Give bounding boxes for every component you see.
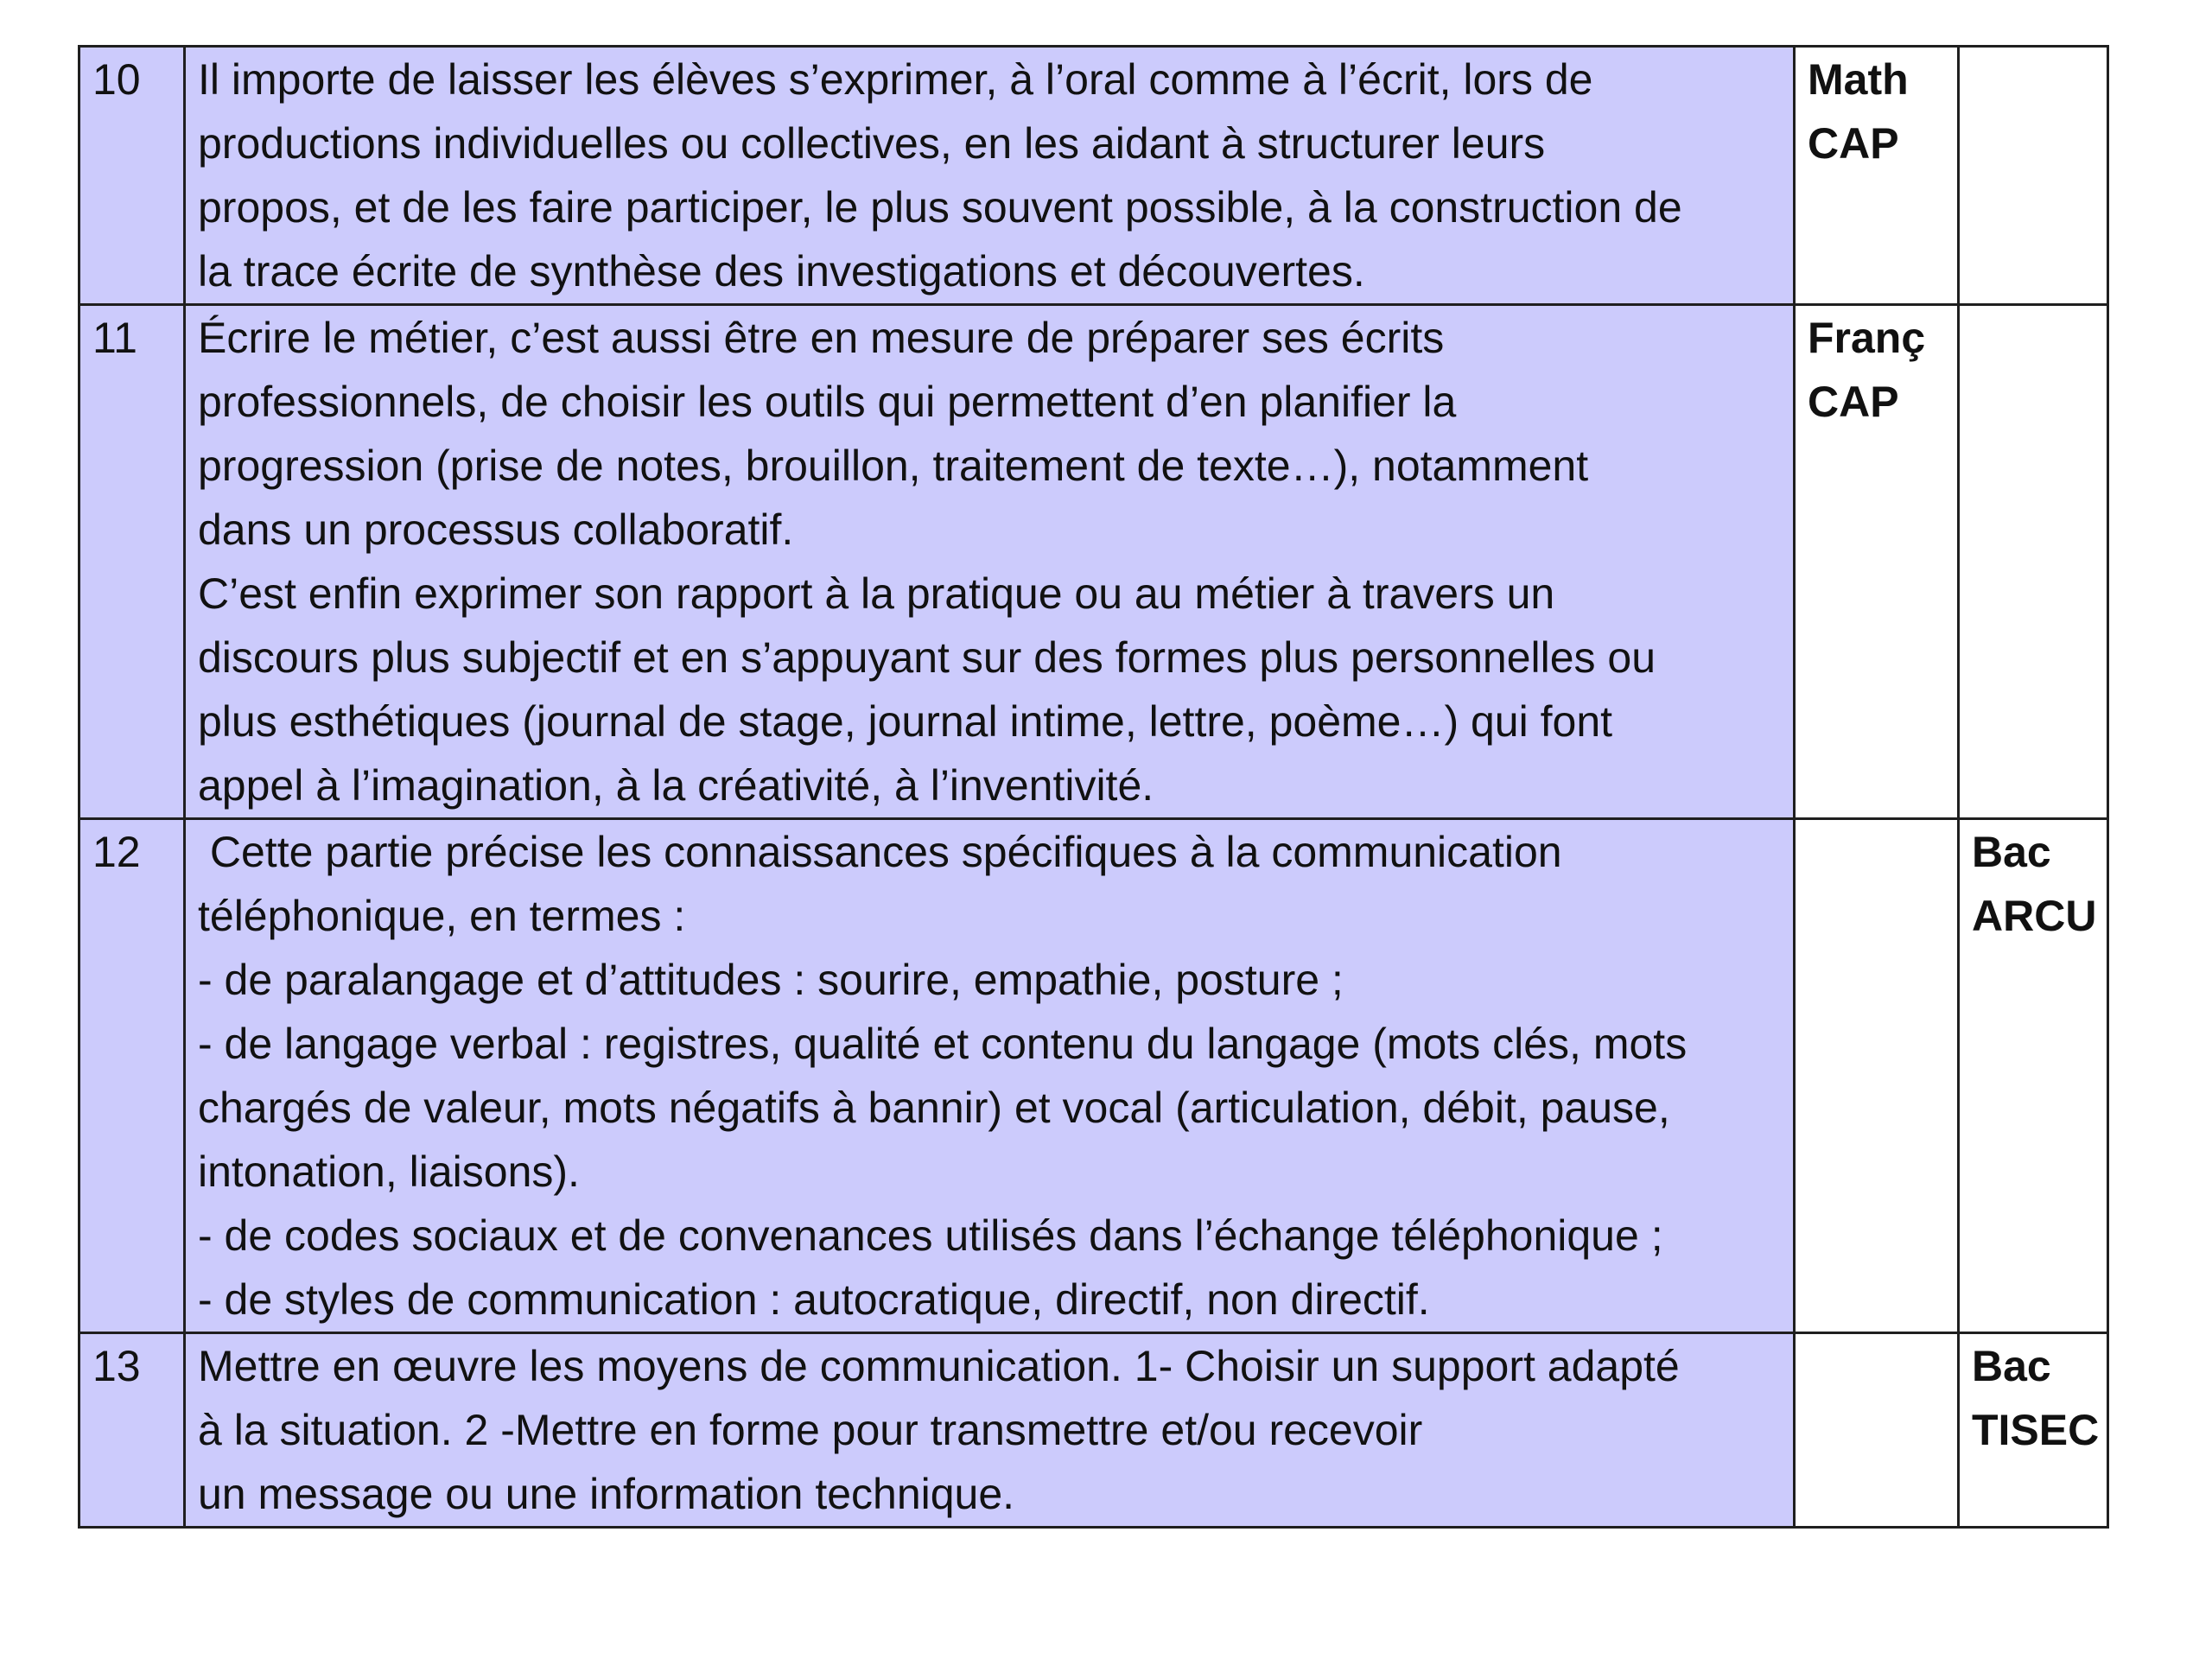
text-line: téléphonique, en termes : bbox=[198, 892, 686, 940]
text-line: productions individuelles ou collectives, en les aidant à structurer leurs bbox=[198, 119, 1546, 168]
text-line: Cette partie précise les connaissances spécifiques à la communication bbox=[198, 828, 1562, 876]
text-line: progression (prise de notes, brouillon, traitement de texte…), notamment bbox=[198, 442, 1589, 490]
document-table bbox=[78, 45, 2109, 1529]
row-text-cell bbox=[185, 305, 1795, 819]
text-line: C’est enfin exprimer son rapport à la pratique ou au métier à travers un bbox=[198, 569, 1555, 618]
subject-tag-cell bbox=[1795, 819, 1959, 1333]
row-number: 11 bbox=[92, 314, 137, 362]
text-line: Il importe de laisser les élèves s’exprimer, à l’oral comme à l’écrit, lors de bbox=[198, 55, 1593, 104]
diploma-tag-cell bbox=[1959, 305, 2108, 819]
text-line: - de langage verbal : registres, qualité et contenu du langage (mots clés, mots bbox=[198, 1020, 1688, 1068]
row-text-cell bbox=[185, 819, 1795, 1333]
text-line: intonation, liaisons). bbox=[198, 1147, 580, 1196]
row-number-cell bbox=[79, 47, 185, 305]
text-line: plus esthétiques (journal de stage, journal intime, lettre, poème…) qui font bbox=[198, 697, 1613, 746]
table-row bbox=[79, 47, 2108, 305]
row-number: 13 bbox=[92, 1342, 141, 1390]
subject-tag: Franç bbox=[1808, 314, 1926, 362]
subject-level: CAP bbox=[1808, 378, 1899, 426]
text-line: - de paralangage et d’attitudes : sourire, empathie, posture ; bbox=[198, 956, 1344, 1004]
row-number-cell bbox=[79, 819, 185, 1333]
diploma-tag: Bac bbox=[1972, 1342, 2051, 1390]
text-line: Écrire le métier, c’est aussi être en mesure de préparer ses écrits bbox=[198, 314, 1445, 362]
row-number: 10 bbox=[92, 55, 141, 104]
subject-tag-cell bbox=[1795, 1333, 1959, 1528]
diploma-tag-cell bbox=[1959, 1333, 2108, 1528]
row-text-cell bbox=[185, 47, 1795, 305]
row-number-cell bbox=[79, 1333, 185, 1528]
diploma-tag-cell bbox=[1959, 47, 2108, 305]
text-line: un message ou une information technique. bbox=[198, 1470, 1015, 1518]
subject-tag-cell bbox=[1795, 305, 1959, 819]
text-line: à la situation. 2 -Mettre en forme pour transmettre et/ou recevoir bbox=[198, 1406, 1423, 1454]
diploma-specialty: ARCU bbox=[1972, 892, 2097, 940]
table-row bbox=[79, 305, 2108, 819]
diploma-tag-cell bbox=[1959, 819, 2108, 1333]
row-number-cell bbox=[79, 305, 185, 819]
subject-tag: Math bbox=[1808, 55, 1909, 104]
text-line: chargés de valeur, mots négatifs à bannir) et vocal (articulation, débit, pause, bbox=[198, 1084, 1670, 1132]
subject-level: CAP bbox=[1808, 119, 1899, 168]
text-line: la trace écrite de synthèse des investigations et découvertes. bbox=[198, 247, 1365, 296]
subject-tag-cell bbox=[1795, 47, 1959, 305]
table-row bbox=[79, 1333, 2108, 1528]
text-line: professionnels, de choisir les outils qui permettent d’en planifier la bbox=[198, 378, 1457, 426]
text-line: - de styles de communication : autocratique, directif, non directif. bbox=[198, 1275, 1430, 1324]
text-line: discours plus subjectif et en s’appuyant sur des formes plus personnelles ou bbox=[198, 633, 1656, 682]
diploma-specialty: TISEC bbox=[1972, 1406, 2100, 1454]
table-row bbox=[79, 819, 2108, 1333]
text-line: propos, et de les faire participer, le plus souvent possible, à la construction de bbox=[198, 183, 1682, 232]
row-number: 12 bbox=[92, 828, 141, 876]
diploma-tag: Bac bbox=[1972, 828, 2051, 876]
text-line: Mettre en œuvre les moyens de communication. 1- Choisir un support adapté bbox=[198, 1342, 1680, 1390]
text-line: - de codes sociaux et de convenances utilisés dans l’échange téléphonique ; bbox=[198, 1211, 1663, 1260]
row-text-cell bbox=[185, 1333, 1795, 1528]
text-line: appel à l’imagination, à la créativité, à l’inventivité. bbox=[198, 761, 1154, 810]
text-line: dans un processus collaboratif. bbox=[198, 505, 794, 554]
